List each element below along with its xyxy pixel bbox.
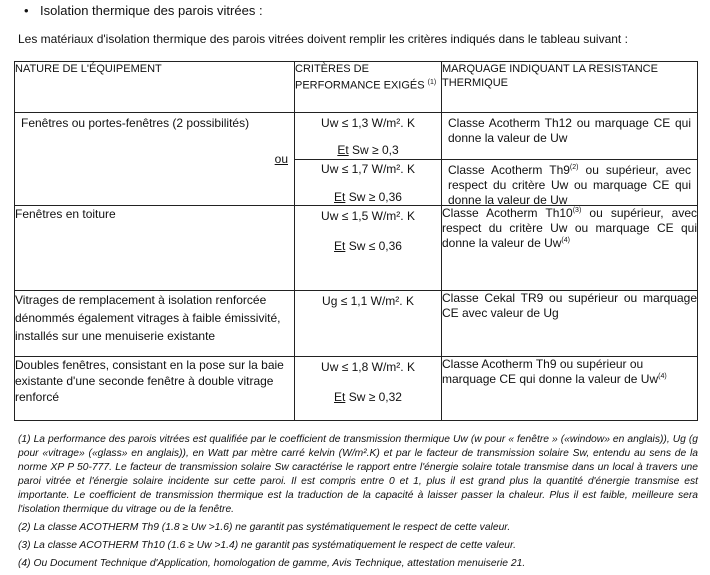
marking-text: ou supérieur, avec respect du critère Uw ou marquage CE qui donne la valeur de Uw <box>448 163 692 207</box>
criteria-et: Et <box>337 143 349 157</box>
criteria-sw <box>295 239 441 253</box>
marking-pre: Classe Acotherm Th9 <box>448 163 570 177</box>
criteria-uw: Uw ≤ 1,3 W/m². K <box>321 116 415 130</box>
criteria-sw <box>295 190 441 204</box>
marking-cell: Classe Cekal TR9 ou supérieur ou marquage CE avec valeur de Ug <box>442 291 698 357</box>
header-criteria <box>295 62 442 113</box>
marking-text: ou supérieur, avec respect du critère Uw ou marquage CE qui donne la valeur de Uw <box>442 206 697 250</box>
footnotes <box>18 433 698 575</box>
marking-note: (3) <box>572 207 582 214</box>
criteria-sw-value: Sw ≤ 0,36 <box>348 239 402 253</box>
criteria-et: Et <box>334 390 346 404</box>
criteria-ug: Ug ≤ 1,1 W/m². K <box>322 294 414 308</box>
criteria-uw: Uw ≤ 1,7 W/m². K <box>321 162 415 176</box>
table-row <box>15 206 698 291</box>
criteria-cell <box>295 357 442 421</box>
criteria-uw: Uw ≤ 1,5 W/m². K <box>321 209 415 223</box>
marking-end-note: (4) <box>561 237 570 244</box>
marking-option-2 <box>442 159 697 205</box>
table-header-row <box>15 62 698 113</box>
criteria-cell <box>295 113 442 206</box>
table-row <box>15 357 698 421</box>
header-nature: NATURE DE L'ÉQUIPEMENT <box>15 62 295 113</box>
criteria-cell <box>295 291 442 357</box>
marking-end-note: (4) <box>658 373 667 380</box>
header-criteria-note: (1) <box>427 79 437 86</box>
criteria-et: Et <box>334 190 346 204</box>
criteria-sw-value: Sw ≥ 0,36 <box>348 190 402 204</box>
marking-text: Classe Acotherm Th9 ou supérieur ou marquage CE qui donne la valeur de Uw <box>442 357 659 386</box>
marking-pre: Classe Acotherm Th10 <box>442 206 573 220</box>
criteria-sw-value: Sw ≥ 0,32 <box>348 390 402 404</box>
or-label: ou <box>274 152 288 166</box>
header-criteria-text: CRITÈRES DE PERFORMANCE EXIGÉS <box>295 63 425 92</box>
marking-cell <box>442 357 698 421</box>
nature-cell: Fenêtres en toiture <box>15 206 295 291</box>
marking-note: (2) <box>569 164 579 171</box>
section-heading <box>24 3 263 18</box>
nature-cell: Vitrages de remplacement à isolation renforcée dénommés également vitrages à faible émissivité, installés sur une menuiserie existante <box>15 291 295 357</box>
criteria-uw: Uw ≤ 1,8 W/m². K <box>321 360 415 374</box>
criteria-sw <box>295 143 441 157</box>
criteria-cell <box>295 206 442 291</box>
bullet-icon: • <box>24 3 29 18</box>
footnote-4: (4) Ou Document Technique d'Application, homologation de gamme, Avis Technique, attestation menuiserie 21. <box>18 558 526 569</box>
footnote-2: (2) La classe ACOTHERM Th9 (1.8 ≥ Uw >1.6) ne garantit pas systématiquement le respect de cette valeur. <box>18 522 511 533</box>
nature-text: Fenêtres ou portes-fenêtres (2 possibilités) <box>21 116 250 130</box>
table-row <box>15 113 698 206</box>
nature-cell: Doubles fenêtres, consistant en la pose sur la baie existante d'une seconde fenêtre à double vitrage renforcé <box>15 357 295 421</box>
header-marking: MARQUAGE INDIQUANT LA RESISTANCE THERMIQUE <box>442 62 698 113</box>
criteria-et: Et <box>334 239 346 253</box>
section-heading-text: Isolation thermique des parois vitrées : <box>40 3 263 18</box>
criteria-sw <box>295 390 441 404</box>
footnote-3: (3) La classe ACOTHERM Th10 (1.6 ≥ Uw >1.4) ne garantit pas systématiquement le respect de cette valeur. <box>18 540 516 551</box>
marking-text: Classe Acotherm Th12 ou marquage CE qui donne la valeur de Uw <box>448 116 691 145</box>
criteria-table <box>14 61 698 421</box>
marking-cell <box>442 206 698 291</box>
table-row <box>15 291 698 357</box>
marking-cell <box>442 113 698 206</box>
footnote-1: (1) La performance des parois vitrées est qualifiée par le coefficient de transmission thermique Uw (w pour « fenêtre » («window» en anglais)), Ug (g pour «vitrage» («glass» en anglais)), en Watt par mètre carré kelvin (W/m².K) et par le facteur de transmission solaire Sw, entendu au sens de la norme XP P 50-777. Le facteur de transmission solaire Sw caractérise le rapport entre l'énergie solaire totale transmise dans un local à travers une paroi vitrée et l'énergie solaire incidente sur cette paroi. Il est compris entre 0 et 1, plus il est grand plus la quantité d'énergie transmise est importante. Le coefficient de transmission thermique est la traduction de la capacité à laisser passer la chaleur. Plus il est faible, meilleure sera l'isolation thermique du vitrage ou de la fenêtre. <box>18 434 698 515</box>
criteria-sw-value: Sw ≥ 0,3 <box>352 143 399 157</box>
nature-cell <box>15 113 295 206</box>
intro-text: Les matériaux d'isolation thermique des parois vitrées doivent remplir les critères indiqués dans le tableau suivant : <box>18 32 628 46</box>
